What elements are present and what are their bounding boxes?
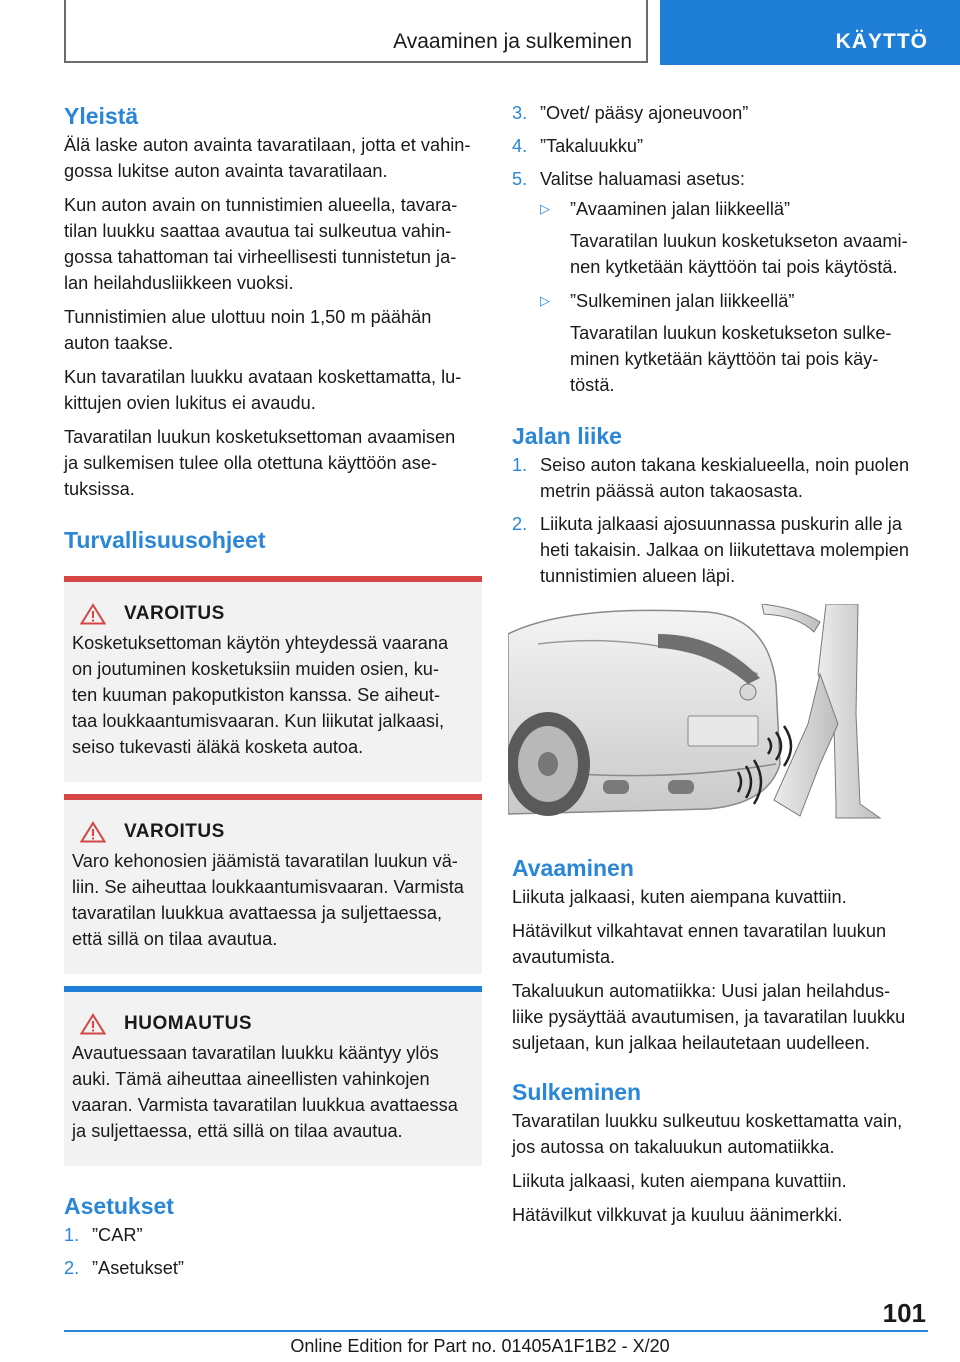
notice-title: HUOMAUTUS	[124, 1013, 252, 1034]
heading-yleista: Yleistä	[64, 103, 139, 129]
list-item: 2. Liikuta jalkaasi ajosuunnassa puskurin alle ja heti takaisin. Jalkaa on liikutettava molempien tunnistimien alueen läpi.	[512, 514, 909, 586]
option-description: Tavaratilan luukun kosketukseton avaami- nen kytketään käyttöön tai pois käytöstä.	[570, 231, 908, 277]
list-item: 4. ”Takaluukku”	[512, 136, 644, 156]
paragraph: Hätävilkut vilkahtavat ennen tavaratilan luukun avautumista.	[512, 921, 887, 967]
header-section-box	[64, 0, 648, 63]
heading-sulkeminen: Sulkeminen	[512, 1079, 642, 1105]
right-column-lower	[512, 852, 930, 1228]
warning-title: VAROITUS	[124, 603, 225, 624]
paragraph: Liikuta jalkaasi, kuten aiempana kuvattiin.	[512, 1171, 847, 1191]
heading-asetukset: Asetukset	[64, 1193, 174, 1219]
list-item: 1. ”CAR”	[64, 1225, 143, 1245]
list-item: 5. Valitse haluamasi asetus:	[512, 169, 745, 189]
warning-triangle-icon	[80, 603, 106, 625]
page-header	[64, 0, 960, 64]
settings-steps	[64, 1222, 482, 1281]
chapter-tab	[660, 0, 960, 65]
heading-avaaminen: Avaaminen	[512, 855, 634, 881]
list-item: 2. ”Asetukset”	[64, 1258, 184, 1278]
chapter-tab-label: KÄYTTÖ	[835, 30, 928, 53]
right-column	[512, 100, 930, 596]
warning-title: VAROITUS	[124, 821, 225, 842]
paragraph: Kun auton avain on tunnistimien alueella, tavara- tilan luukku saattaa avautua tai sulkeutua vahin- gossa tahattoman tai virheellisesti tunnistetun ja- lan heilahdusliikkeen vuoksi.	[64, 195, 458, 293]
warning-triangle-icon	[80, 821, 106, 843]
notice-triangle-icon	[80, 1013, 106, 1035]
notice-box	[64, 986, 482, 1166]
notice-text: Avautuessaan tavaratilan luukku kääntyy ylös auki. Tämä aiheuttaa aineellisten vahinkojen vaaran. Varmista tavaratilan luukkua avattaessa ja suljettaessa, että sillä on tilaa avautua.	[72, 1043, 458, 1141]
page-number: 101	[882, 1298, 926, 1328]
paragraph: Älä laske auton avainta tavaratilaan, jotta et vahin- gossa lukitse auton avainta tavaratilaan.	[64, 135, 471, 181]
option-item: ▷ ”Avaaminen jalan liikkeellä”	[540, 196, 930, 222]
car-rear-foot-gesture-illustration	[508, 604, 926, 826]
heading-turvallisuusohjeet: Turvallisuusohjeet	[64, 527, 266, 553]
paragraph: Kun tavaratilan luukku avataan koskettamatta, lu- kittujen ovien lukitus ei avaudu.	[64, 367, 462, 413]
paragraph: Tavaratilan luukun kosketuksettoman avaamisen ja sulkemisen tulee olla otettuna käyttöön ase- tuksissa.	[64, 427, 456, 499]
triangle-bullet-icon: ▷	[540, 293, 550, 308]
option-description: Tavaratilan luukun kosketukseton sulke- minen kytketään käyttöön tai pois käy- töstä.	[570, 323, 892, 395]
heading-jalan-liike: Jalan liike	[512, 423, 622, 449]
list-item: 1. Seiso auton takana keskialueella, noin puolen metrin päässä auton takaosasta.	[512, 455, 910, 501]
section-title: Avaaminen ja sulkeminen	[393, 30, 632, 53]
warning-text: Varo kehonosien jäämistä tavaratilan luukun vä- liin. Se aiheuttaa loukkaantumisvaaran. Varmista tavaratilan luukkua avattaessa ja suljettaessa, että sillä on tilaa avautua.	[72, 851, 464, 949]
paragraph: Tavaratilan luukku sulkeutuu koskettamatta vain, jos autossa on takaluukun automatiikka.	[512, 1111, 903, 1157]
warning-box	[64, 576, 482, 782]
warning-box	[64, 794, 482, 974]
warning-text: Kosketuksettoman käytön yhteydessä vaarana on joutuminen kosketuksiin muiden osien, ku- ten kuuman pakoputkiston kanssa. Se aiheut- taa loukkaantumisvaaran. Kun liikutat jalkaasi, seiso tukevasti äläkä kosketa autoa.	[72, 633, 449, 757]
paragraph: Liikuta jalkaasi, kuten aiempana kuvattiin.	[512, 887, 847, 907]
foot-steps	[512, 452, 930, 589]
settings-steps-continued	[512, 100, 930, 192]
option-item: ▷ ”Sulkeminen jalan liikkeellä”	[540, 288, 930, 314]
edition-footer: Online Edition for Part no. 01405A1F1B2 - X/20	[290, 1336, 670, 1356]
list-item: 3. ”Ovet/ pääsy ajoneuvoon”	[512, 103, 749, 123]
paragraph: Hätävilkut vilkkuvat ja kuuluu äänimerkki.	[512, 1205, 843, 1225]
paragraph: Takaluukun automatiikka: Uusi jalan heilahdus- liike pysäyttää avautumisen, ja tavaratilan luukku suljetaan, kun jalkaa heilautetaan uudelleen.	[512, 981, 906, 1053]
left-column	[64, 100, 482, 1288]
footer-divider	[64, 1330, 928, 1332]
triangle-bullet-icon: ▷	[540, 201, 550, 216]
paragraph: Tunnistimien alue ulottuu noin 1,50 m päähän auton taakse.	[64, 307, 432, 353]
